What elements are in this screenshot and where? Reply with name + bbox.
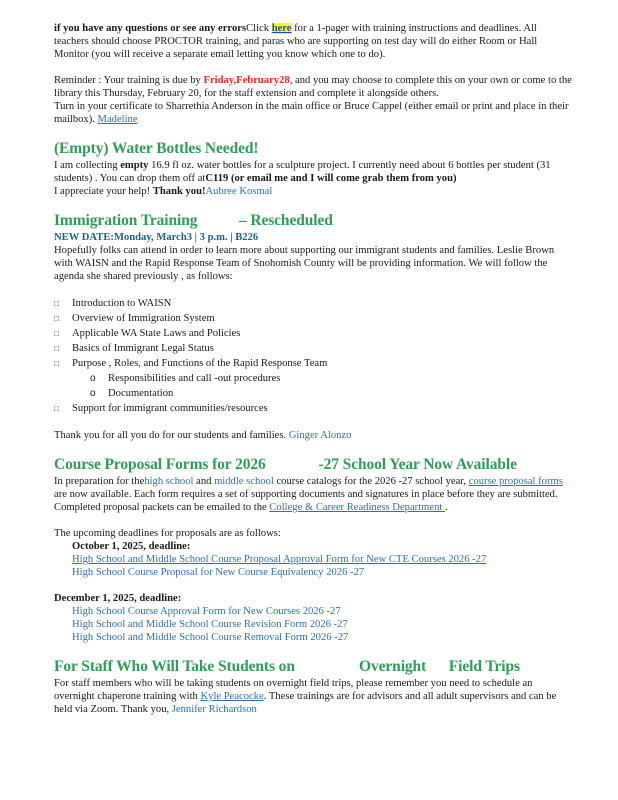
form-link[interactable]: High School Course Approval Form for New Courses 2026 -27: [72, 606, 341, 617]
agenda-item: □ Introduction to WAISN: [54, 296, 574, 311]
agenda-list-end: [54, 401, 574, 416]
immigration-body: Hopefully folks can attend in order to learn more about supporting our immigrant students and families. Leslie Brown with WAISN and the Rapid Response Team of Snohomish County will be providing information. We will follow the agenda she shared previously , as follows:: [54, 245, 555, 282]
click-text: Click: [246, 23, 270, 34]
reminder-text: Reminder : Your training is due by: [54, 75, 204, 86]
form-link[interactable]: High School and Middle School Course Removal Form 2026 -27: [72, 632, 349, 643]
here-link[interactable]: here: [271, 23, 292, 34]
reminder-paragraph: [54, 74, 574, 126]
and-text: and: [193, 476, 215, 487]
bottles-paragraph: [54, 159, 574, 198]
course-text-2: course catalogs for the 2026 -27 school year,: [273, 476, 469, 487]
overnight-text: For staff members who will be taking students on overnight field trips, please remember you need to schedule an overnight chaperone training with: [54, 678, 533, 702]
agenda-item: □ Support for immigrant communities/resources: [54, 401, 574, 416]
october-deadline-label: October 1, 2025, deadline:: [72, 541, 191, 552]
agenda-item: [54, 356, 574, 371]
signer-ginger[interactable]: Ginger Alonzo: [288, 430, 352, 441]
new-date: NEW DATE:Monday, March3 | 3 p.m. | B226: [54, 232, 259, 243]
bottles-text: I am collecting: [54, 160, 121, 171]
empty-word: empty: [120, 160, 149, 171]
appreciate-text: I appreciate your help!: [54, 186, 153, 197]
course-text-3: are now available. Each form requires a set of supporting documents and signatures in place before they are submitted. Completed proposal packets can be emailed to the: [54, 489, 558, 513]
training-body: for a 1-pager with training instructions and deadlines. All teachers should choose PROCTOR training, and paras who are supporting on test day will do either Room or Hall Monitor (you will receive a separate email letting you know which one to do).: [54, 23, 538, 60]
college-career-link[interactable]: College & Career Readiness Department: [269, 502, 445, 513]
due-date: Friday,February28: [203, 75, 290, 86]
signer-aubree[interactable]: Aubree Kosmal: [205, 186, 273, 197]
middle-school-link[interactable]: middle school: [214, 476, 274, 487]
agenda-item: □ Basics of Immigrant Legal Status: [54, 341, 574, 356]
agenda-sub-item: o Documentation: [90, 386, 574, 401]
kyle-peacocke-link[interactable]: Kyle Peacocke: [200, 691, 264, 702]
overnight-heading: For Staff Who Will Take Students on Overnight Field Trips: [54, 658, 520, 675]
immigration-heading: Immigration Training – Rescheduled: [54, 212, 333, 229]
form-link[interactable]: High School and Middle School Course Proposal Approval Form for New CTE Courses 2026 -27: [72, 554, 487, 565]
bottles-heading: (Empty) Water Bottles Needed!: [54, 140, 259, 157]
thanks-text: Thank you for all you do for our students and families.: [54, 430, 289, 441]
room-text: C119 (or email me and I will come grab them from you): [205, 173, 457, 184]
october-deadline-block: [54, 540, 574, 579]
signer-madeline[interactable]: Madeline: [97, 114, 138, 125]
reminder-text-2: , and you may choose to complete this on your own or come to the library this Thursday, February 20, for the staff extension and complete it alongside others.: [54, 75, 572, 99]
december-deadline-label: December 1, 2025, deadline:: [54, 593, 182, 604]
form-link[interactable]: High School and Middle School Course Revision Form 2026 -27: [72, 619, 348, 630]
course-heading: Course Proposal Forms for 2026 -27 School Year Now Available: [54, 456, 517, 473]
agenda-sub-item: o Responsibilities and call -out procedures: [90, 371, 574, 386]
agenda-item: □ Applicable WA State Laws and Policies: [54, 326, 574, 341]
training-paragraph: [54, 22, 574, 61]
training-intro: if you have any questions or see any errors: [54, 23, 247, 34]
october-label-text: October 1, 2025, deadline: [72, 541, 187, 552]
deadlines-intro: The upcoming deadlines for proposals are as follows:: [54, 528, 281, 539]
thank-you-text: Thank you!: [152, 186, 206, 197]
agenda-item: □ Overview of Immigration System: [54, 311, 574, 326]
course-text: In preparation for the: [54, 476, 145, 487]
bottles-text-2: 16.9 fl oz. water bottles for a sculpture project. I currently need about 6 bottles per student (31 students) . You can drop them off at: [54, 160, 551, 184]
agenda-sub-list: [54, 371, 574, 401]
newsletter-page: [54, 22, 574, 716]
immigration-thanks: [54, 429, 574, 442]
agenda-list: [54, 296, 574, 371]
course-text-4: .: [444, 502, 448, 513]
form-link[interactable]: High School Course Proposal for New Course Equivalency 2026 -27: [72, 567, 365, 578]
course-proposal-forms-link[interactable]: course proposal forms: [468, 476, 563, 487]
signer-jennifer[interactable]: Jennifer Richardson: [171, 704, 257, 715]
high-school-link[interactable]: high school: [144, 476, 194, 487]
turn-in-text: Turn in your certificate to Sharrethia Anderson in the main office or Bruce Cappel (either email or print and place in their mailbox).: [54, 101, 569, 125]
december-label-text: December 1, 2025, deadline: [54, 593, 178, 604]
overnight-paragraph: [54, 677, 574, 716]
december-deadline-block: [54, 605, 574, 644]
course-paragraph: [54, 475, 574, 514]
agenda-item-text: Purpose , Roles, and Functions of the Rapid Response Team: [72, 358, 328, 369]
overnight-text-2: . These trainings are for advisors and all adult supervisors and can be held via Zoom. Thank you,: [54, 691, 557, 715]
